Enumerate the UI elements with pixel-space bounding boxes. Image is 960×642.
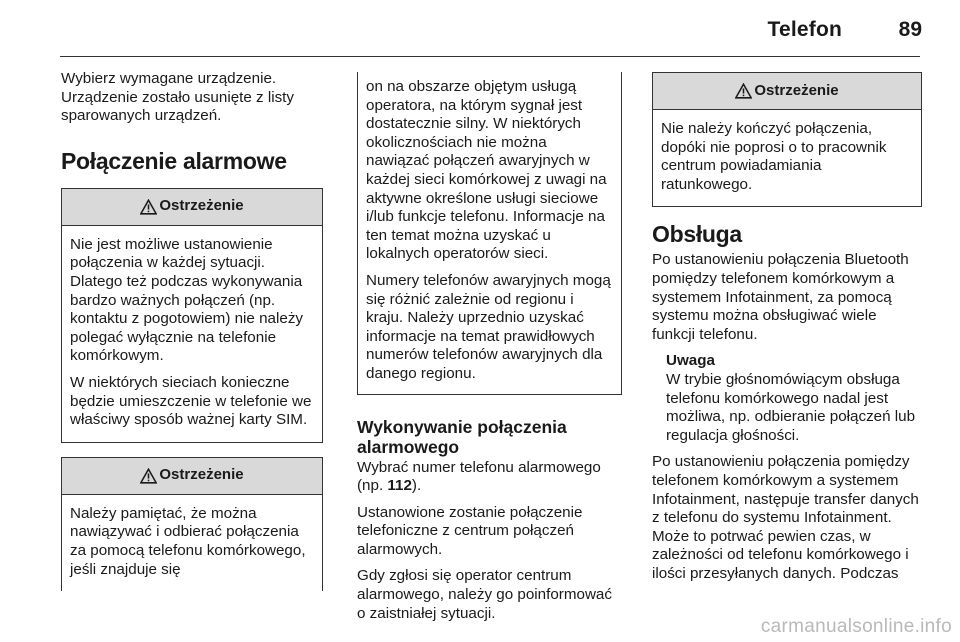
warning-header (62, 458, 322, 495)
warning-paragraph: Nie jest możliwe ustanowienie połączenia w każdej sytuacji. Dlatego też podczas wykonywania bardzo ważnych połączeń (np. kontaktu z pogotowiem) nie należy polegać wyłącznie na telefonie komórkowym. (70, 235, 304, 365)
header-title: Telefon (767, 18, 842, 41)
warning-paragraph: W niektórych sieciach konieczne będzie umieszczenie w telefonie we właściwy sposób ważnej karty SIM. (70, 373, 312, 429)
column-3 (652, 72, 922, 591)
warning-body (358, 72, 621, 394)
note-title: Uwaga (666, 352, 715, 370)
warning-header (62, 189, 322, 226)
warning-body (62, 226, 322, 442)
section-heading-operation: Obsługa (652, 221, 742, 248)
note-block (652, 352, 922, 445)
warning-paragraph: Należy pamiętać, że można nawiązywać i odbierać połączenia za pomocą telefonu komórkowego, jeśli znajduje się (70, 504, 306, 578)
warning-box-3 (652, 72, 922, 207)
paragraph: Ustanowione zostanie połączenie telefoniczne z centrum połączeń alarmowych. (357, 503, 583, 558)
paragraph-dial-number: Wybrać numer telefonu alarmowego (np. 112). (357, 458, 601, 495)
page-number: 89 (898, 18, 922, 41)
paragraph: Po ustanowieniu połączenia pomiędzy telefonem komórkowym a systemem Infotainment, następuje transfer danych z telefonu do systemu Infotainment. Może to potrwać pewien czas, w zależności od telefonu komórkowego i ilości przesyłanych danych. Podczas (652, 453, 919, 582)
warning-body (653, 110, 921, 206)
watermark: carmanualsonline.info (760, 616, 952, 637)
warning-header (653, 73, 921, 110)
warning-body (62, 495, 322, 591)
emergency-number: 112 (387, 477, 412, 495)
header-rule (60, 56, 920, 57)
warning-paragraph: on na obszarze objętym usługą operatora, na którym sygnał jest dostatecznie silny. W niektórych okolicznościach nie można nawiązać połączeń awaryjnych w każdej sieci komórkowej z uwagi na aktywne określone usługi sieciowe i/lub funkcje telefonu. Informacje na ten temat można uzyskać u lokalnych operatorów sieci. (366, 78, 607, 263)
intro-paragraph: Wybierz wymagane urządzenie. Urządzenie zostało usunięte z listy sparowanych urządzeń. (61, 70, 294, 125)
note-text: W trybie głośnomówiącym obsługa telefonu komórkowego nadal jest możliwa, np. odbieranie połączeń lub regulacja głośności. (666, 370, 916, 444)
warning-title: Ostrzeżenie (159, 466, 244, 484)
warning-paragraph: Numery telefonów awaryjnych mogą się różnić zależnie od regionu i kraju. Należy uprzednio uzyskać informacje na temat prawidłowych numerów telefonów awaryjnych dla danego regionu. (366, 271, 611, 382)
paragraph: Gdy zgłosi się operator centrum alarmowego, należy go poinformować o zaistniałej sytuacji. (357, 567, 612, 622)
warning-triangle-icon (140, 468, 157, 484)
warning-title: Ostrzeżenie (754, 81, 839, 99)
section-heading-making-emergency-call: Wykonywanie połączenia alarmowego (357, 416, 567, 457)
section-heading-emergency-call: Połączenie alarmowe (61, 147, 287, 174)
column-1 (61, 70, 323, 591)
warning-box-2 (61, 457, 323, 591)
warning-triangle-icon (735, 83, 752, 99)
warning-triangle-icon (140, 199, 157, 215)
warning-paragraph: Nie należy kończyć połączenia, dopóki nie poprosi o to pracownik centrum powiadamiania ratunkowego. (661, 120, 887, 193)
column-2 (357, 72, 622, 631)
warning-box-continued (357, 72, 622, 395)
warning-box-1 (61, 188, 323, 443)
page-header (0, 0, 960, 62)
warning-title: Ostrzeżenie (159, 197, 244, 215)
paragraph: Po ustanowieniu połączenia Bluetooth pomiędzy telefonem komórkowym a systemem Infotainment, za pomocą systemu można obsługiwać wiele funkcji telefonu. (652, 251, 909, 343)
